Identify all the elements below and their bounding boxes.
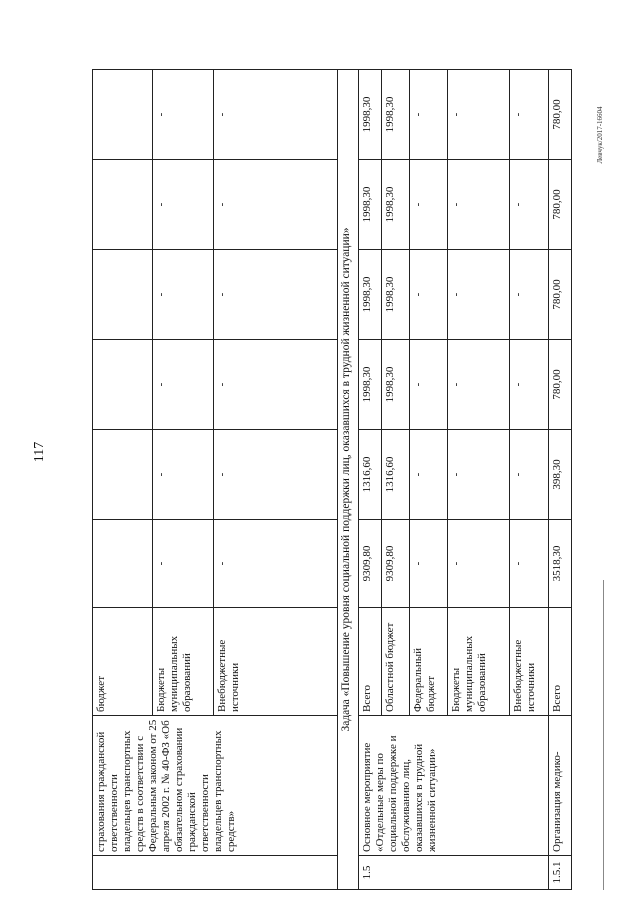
source-cell: Внебюджетные источники (214, 608, 337, 716)
value-cell: - (410, 340, 448, 430)
value-cell: 1998,30 (359, 250, 382, 340)
task-title-row (337, 70, 358, 890)
value-cell: 1316,60 (382, 430, 410, 520)
value-cell: - (214, 70, 337, 160)
value-cell: 1998,30 (382, 70, 410, 160)
value-cell: 780,00 (548, 160, 571, 250)
value-cell: - (510, 340, 548, 430)
value-cell: - (448, 340, 510, 430)
value-cell: - (510, 430, 548, 520)
source-cell: бюджет (93, 608, 153, 716)
value-cell (93, 160, 153, 250)
value-cell (93, 250, 153, 340)
measure-cell: страхования гражданской ответственности владельцев транспортных средств в соответствии с Федеральным законом от 25 апреля 2002 г. № 40-ФЗ «Об обязательном страховании гражданской ответственности владельцев транспортных средств» (93, 716, 338, 856)
value-cell: 3518,30 (548, 520, 571, 608)
value-cell: - (152, 70, 214, 160)
task-title: Задача «Повышение уровня социальной поддержки лиц, оказавшихся в трудной жизненной ситуации» (337, 70, 358, 890)
rotated-table-container (92, 70, 572, 890)
value-cell: - (448, 160, 510, 250)
value-cell (93, 70, 153, 160)
value-cell: 1998,30 (359, 70, 382, 160)
value-cell: - (214, 160, 337, 250)
value-cell (93, 430, 153, 520)
value-cell: - (152, 340, 214, 430)
document-code: Левчук/2017-16604 (596, 106, 604, 164)
measure-cell: Организация медико- (548, 716, 571, 856)
source-cell: Всего (548, 608, 571, 716)
value-cell: - (214, 520, 337, 608)
value-cell: - (152, 160, 214, 250)
value-cell: - (214, 250, 337, 340)
value-cell: 1998,30 (382, 340, 410, 430)
measure-cell: Основное мероприятие «Отдельные меры по социальной поддержке и обслуживанию лиц, оказавшихся в трудной жизненной ситуации» (359, 716, 548, 856)
value-cell: - (410, 430, 448, 520)
value-cell: - (214, 340, 337, 430)
program-table (92, 69, 572, 890)
value-cell: 780,00 (548, 70, 571, 160)
value-cell: - (448, 520, 510, 608)
table-row (359, 70, 382, 890)
value-cell: 1316,60 (359, 430, 382, 520)
value-cell: 1998,30 (359, 340, 382, 430)
value-cell: 1998,30 (382, 160, 410, 250)
value-cell: - (448, 430, 510, 520)
value-cell: - (510, 160, 548, 250)
value-cell: - (510, 250, 548, 340)
margin-line (603, 580, 604, 890)
source-cell: Всего (359, 608, 382, 716)
value-cell: - (448, 70, 510, 160)
value-cell: 9309,80 (382, 520, 410, 608)
value-cell: - (152, 520, 214, 608)
table-row (548, 70, 571, 890)
value-cell: 9309,80 (359, 520, 382, 608)
value-cell: 398,30 (548, 430, 571, 520)
source-cell: Бюджеты муниципальных образований (448, 608, 510, 716)
value-cell: - (448, 250, 510, 340)
value-cell: - (410, 250, 448, 340)
value-cell: 780,00 (548, 250, 571, 340)
table-row (93, 70, 153, 890)
value-cell: - (152, 250, 214, 340)
value-cell: - (510, 520, 548, 608)
value-cell: 1998,30 (359, 160, 382, 250)
value-cell: - (510, 70, 548, 160)
value-cell: - (410, 520, 448, 608)
value-cell: 780,00 (548, 340, 571, 430)
value-cell (93, 340, 153, 430)
source-cell: Бюджеты муниципальных образований (152, 608, 214, 716)
source-cell: Федеральный бюджет (410, 608, 448, 716)
source-cell: Внебюджетные источники (510, 608, 548, 716)
value-cell: - (410, 160, 448, 250)
value-cell: - (214, 430, 337, 520)
value-cell: - (152, 430, 214, 520)
page-number: 117 (32, 441, 47, 463)
row-number-cell (93, 856, 338, 890)
row-number-cell: 1.5 (359, 856, 548, 890)
value-cell: - (410, 70, 448, 160)
source-cell: Областной бюджет (382, 608, 410, 716)
value-cell (93, 520, 153, 608)
value-cell: 1998,30 (382, 250, 410, 340)
row-number-cell: 1.5.1 (548, 856, 571, 890)
